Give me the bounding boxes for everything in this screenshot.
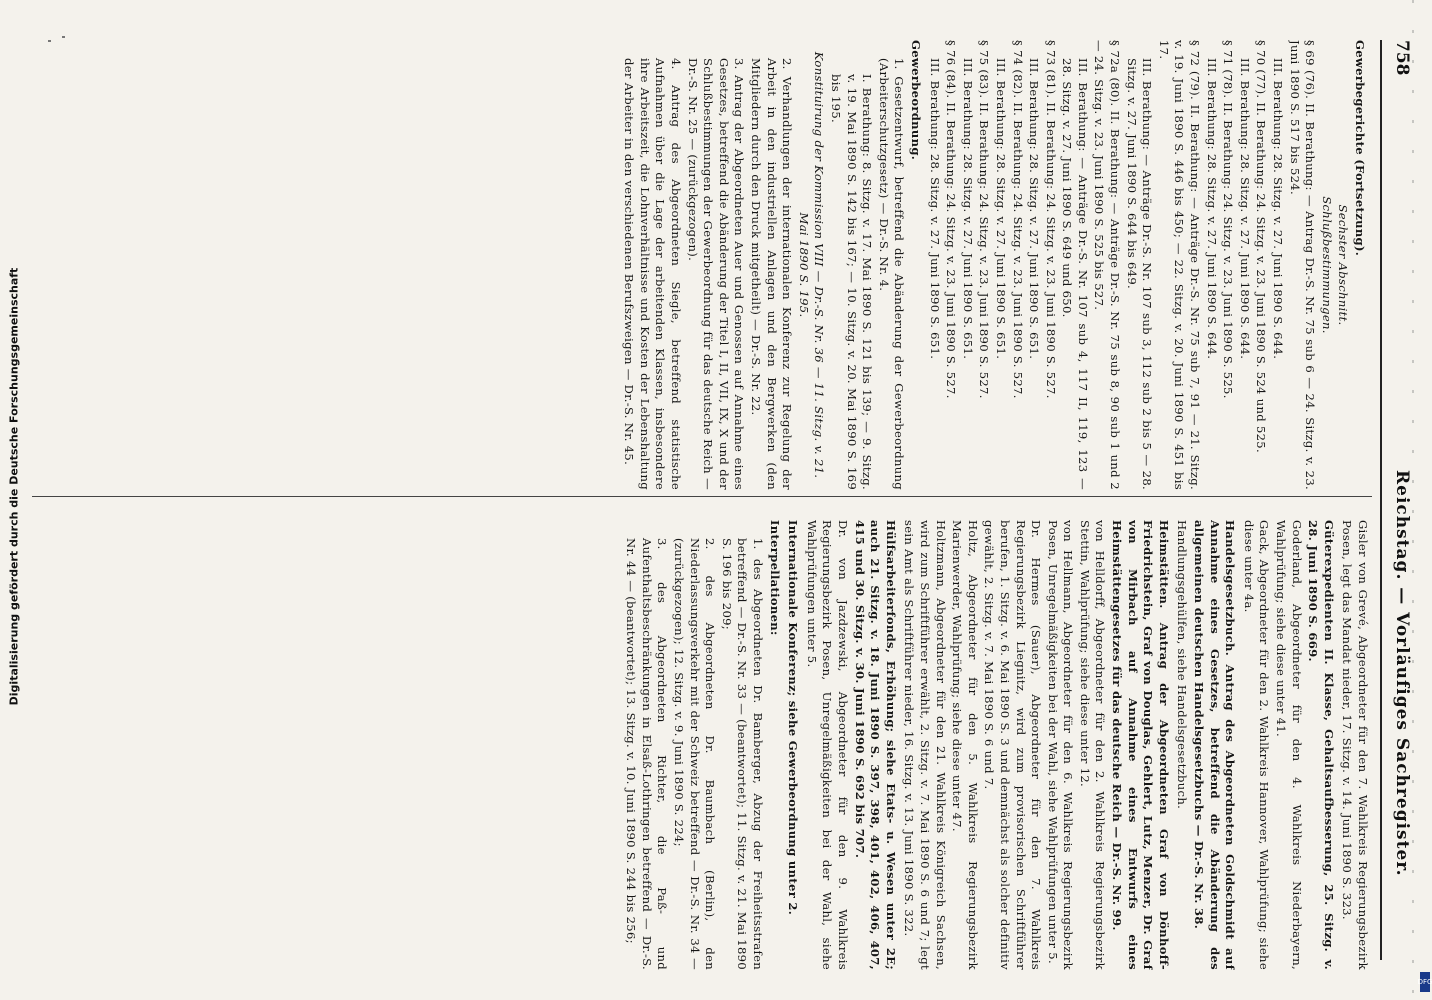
register-entry: 3. des Abgeordneten Richter, die Paß- und Aufenthaltsbeschränkungen in Elsaß-Lothringen betreffend — Dr.-S. Nr. 44 — (beantwortet); 13. Sitzg. v. 10. Juni 1890 S. 244 bis 256; (624, 538, 670, 970)
register-entry: Holtz, Abgeordneter für den 5. Wahlkreis Regierungsbezirk Marienwerder, Wahlprüfung; siehe diese unter 47. (950, 520, 980, 970)
dfg-logo: DFG (1420, 972, 1430, 992)
register-entry: 1. des Abgeordneten Dr. Bamberger, Abzug der Freiheitsstrafen betreffend — Dr.-S. Nr. 33 — (beantwortet); 11. Sitzg. v. 21. Mai 1890 S. 196 bis 209; (719, 538, 766, 970)
register-entry: 2. Verhandlungen der internationalen Konferenz zur Regelung der Arbeit in den industriellen Anlagen und den Bergwerken (den Mitgliedern durch den Druck mitgetheilt) — Dr.-S. Nr. 22. (749, 58, 795, 490)
register-entry: Goderland, Abgeordneter für den 4. Wahlkreis Niederbayern, Wahlprüfung; siehe diese unter 41. (1274, 520, 1304, 970)
page-header (1372, 40, 1412, 960)
register-entry: Sechster Abschnitt. (1336, 204, 1351, 326)
register-entry: Dr. Hermes (Sauer), Abgeordneter für den 7. Wahlkreis Regierungsbezirk Liegnitz, wird zum provisorischen Schriftführer berufen, 1. Sitzg. v. 6. Mai 1890 S. 3 und demnächst als solcher definitiv gewählt, 2. Sitzg. v. 7. Mai 1890 S. 6 und 7. (982, 520, 1044, 970)
digitization-credit: Digitalisierung gefördert durch die Deutsche Forschungsgemeinschaft (7, 267, 21, 706)
register-entry: 3. Antrag der Abgeordneten Auer und Genossen auf Annahme eines Gesetzes, betreffend die Abänderung der Titel I, II, VII, IX, X und der Schlußbestimmungen der Gewerbeordnung für das deutsche Reich — Dr.-S. Nr. 25 — (zurückgezogen). (685, 58, 747, 490)
register-entry: Dr. von Jazdzewski, Abgeordneter für den 9. Wahlkreis Regierungsbezirk Posen, Unregelmäßigkeiten bei der Wahl, siehe Wahlprüfungen unter 5. (804, 520, 850, 970)
register-entry: Interpellationen: (767, 520, 782, 636)
register-entry: von Hellmann, Abgeordneter für den 6. Wahlkreis Regierungsbezirk Posen, Unregelmäßigkeiten bei der Wahl, siehe Wahlprüfungen unter 5. (1045, 520, 1076, 970)
register-entry: Internationale Konferenz; siehe Gewerbeordnung unter 2. (786, 520, 801, 916)
register-entry: § 70 (77). II. Berathung: 24. Sitzg. v. 23. Juni 1890 S. 524 und 525. (1254, 40, 1269, 453)
register-entry: Schlußbestimmungen. (1319, 196, 1334, 334)
register-entry: Gewerbeordnung. (908, 40, 923, 161)
header-rule (1380, 40, 1382, 960)
register-entry: Konstituirung der Kommission VIII — Dr.-S. Nr. 36 — 11. Sitzg. v. 21. Mai 1890 S. 195. (796, 51, 827, 479)
register-entry: von Helldorff, Abgeordneter für den 2. Wahlkreis Regierungsbezirk Stettin, Wahlprüfung; siehe diese unter 12. (1077, 520, 1108, 970)
register-entry: III. Berathung: 28. Sitzg. v. 27. Juni 1890 S. 651. (960, 58, 975, 360)
register-entry: I. Berathung: 8. Sitzg. v. 17. Mai 1890 S. 121 bis 139; — 9. Sitzg. v. 19. Mai 1890 S. 142 bis 167; — 10. Sitzg. v. 20. Mai 1890 S. 169 bis 195. (829, 74, 875, 490)
register-entry: § 74 (82). II. Berathung: 24. Sitzg. v. 23. Juni 1890 S. 527. (1010, 40, 1025, 399)
register-entry: Handlungsgehülfen, siehe Handelsgesetzbuch. (1175, 520, 1190, 810)
register-entry: § 73 (81). II. Berathung: 24. Sitzg. v. 23. Juni 1890 S. 527. (1043, 40, 1058, 399)
register-entry: Heimstätten. Antrag der Abgeordneten Graf von Dönhoff-Friedrichstein, Graf von Douglas, Gehlert, Lutz, Menzer, Dr. Graf von Mirbach auf Annahme eines Entwurfs eines Heimstättengesetzes für das deutsche Reich — Dr.-S. Nr. 99. (1110, 520, 1171, 970)
register-entry: Handelsgesetzbuch. Antrag des Abgeordneten Goldschmidt auf Annahme eines Gesetzes, betreffend die Abänderung des allgemeinen deutschen Handelsgesetzbuchs — Dr.-S. Nr. 38. (1192, 520, 1238, 970)
register-entry: 2. des Abgeordneten Dr. Baumbach (Berlin), den Niederlassungsverkehr mit der Schweiz betreffend — Dr.-S. Nr. 34 — (zurückgezogen); 12. Sitzg. v. 9. Juni 1890 S. 224; (672, 538, 718, 970)
register-entry: Gisler von Grevé, Abgeordneter für den 7. Wahlkreis Regierungsbezirk Posen, legt das Mandat nieder, 17. Sitzg. v. 14. Juni 1890 S. 323. (1340, 520, 1370, 970)
register-entry: Gack, Abgeordneter für den 2. Wahlkreis Hannover, Wahlprüfung; siehe diese unter 4a. (1241, 520, 1272, 970)
register-entry: III. Berathung: 28. Sitzg. v. 27. Juni 1890 S. 644. (1237, 58, 1252, 360)
register-entry: Holtzmann, Abgeordneter für den 21. Wahlkreis Königreich Sachsen, wird zum Schriftführer erwählt, 2. Sitzg. v. 7. Mai 1890 S. 6 und 7; legt sein Amt als Schriftführer nieder, 16. Sitzg. v. 13. Juni 1890 S. 322. (902, 520, 948, 970)
register-entry: 1. Gesetzentwurf, betreffend die Abänderung der Gewerbeordnung (Arbeiterschutzgesetz) — Dr.-S. Nr. 4. (876, 58, 907, 490)
register-entry: § 69 (76). II. Berathung: — Antrag Dr.-S. Nr. 75 sub 6 — 24. Sitzg. v. 23. Juni 1890 S. 517 bis 524. (1287, 40, 1318, 490)
register-entry: 4. Antrag des Abgeordneten Siegle, betreffend statistische Aufnahmen über die Lage der arbeitenden Klassen, insbesondere ihre Arbeitszeit, die Lohnverhältnisse und Kosten der Lebenshaltung der Arbeiter in den verschiedenen Berufszweigen — Dr.-S. Nr. 45. (622, 58, 684, 490)
register-entry: § 72a (80). II. Berathung: — Anträge Dr.-S. Nr. 75 sub 8, 90 sub 1 und 2 — 24. Sitzg. v. 23. Juni 1890 S. 525 bis 527. (1092, 40, 1123, 490)
register-entry: Güterexpedienten II. Klasse, Gehaltsaufbesserung, 25. Sitzg. v. 28. Juni 1890 S. 669. (1306, 520, 1336, 970)
running-title: Reichstag. — Vorläufiges Sachregister. (1392, 470, 1412, 877)
register-entry: III. Berathung: — Anträge Dr.-S. Nr. 107 sub 3, 112 sub 2 bis 5 — 28. Sitzg. v. 27. Juni 1890 S. 644 bis 649. (1124, 58, 1155, 490)
page-number: 758 (1392, 40, 1412, 76)
register-entry: § 76 (84). II. Berathung: 24. Sitzg. v. 23. Juni 1890 S. 527. (944, 40, 959, 399)
right-column (40, 520, 1370, 970)
register-entry: Hülfsarbeiterfonds, Erhöhung; siehe Etats- u. Wesen unter 2E; auch 21. Sitzg. v. 18. Juni 1890 S. 397, 398, 401, 402, 406, 407, 415 und 30. Sitzg. v. 30. Juni 1890 S. 692 bis 707. (852, 520, 898, 970)
column-divider (32, 496, 1372, 497)
register-entry: Gewerbegerichte (Fortsetzung). (1353, 40, 1367, 257)
register-entry: § 72 (79). II. Berathung: — Anträge Dr.-S. Nr. 75 sub 7, 91 — 21. Sitzg. v. 19. Juni 1890 S. 446 bis 450; — 22. Sitzg. v. 20. Juni 1890 S. 451 bis 17. (1156, 40, 1203, 490)
register-entry: III. Berathung: 28. Sitzg. v. 27. Juni 1890 S. 651. (1027, 58, 1042, 360)
register-entry: III. Berathung: 28. Sitzg. v. 27. Juni 1890 S. 651. (993, 58, 1008, 360)
register-entry: III. Berathung: — Anträge Dr.-S. Nr. 107 sub 4, 117 II, 119, 123 — 28. Sitzg. v. 27. Juni 1890 S. 649 und 650. (1060, 58, 1090, 490)
left-column (40, 40, 1370, 490)
register-entry: III. Berathung: 28. Sitzg. v. 27. Juni 1890 S. 651. (927, 58, 942, 360)
register-entry: III. Berathung: 28. Sitzg. v. 27. Juni 1890 S. 644. (1204, 58, 1219, 360)
register-entry: III. Berathung: 28. Sitzg. v. 27. Juni 1890 S. 644. (1271, 58, 1286, 360)
register-entry: § 75 (83). II. Berathung: 24. Sitzg. v. 23. Juni 1890 S. 527. (977, 40, 992, 399)
register-entry: § 71 (78). II. Berathung: 24. Sitzg. v. 23. Juni 1890 S. 525. (1221, 40, 1236, 399)
